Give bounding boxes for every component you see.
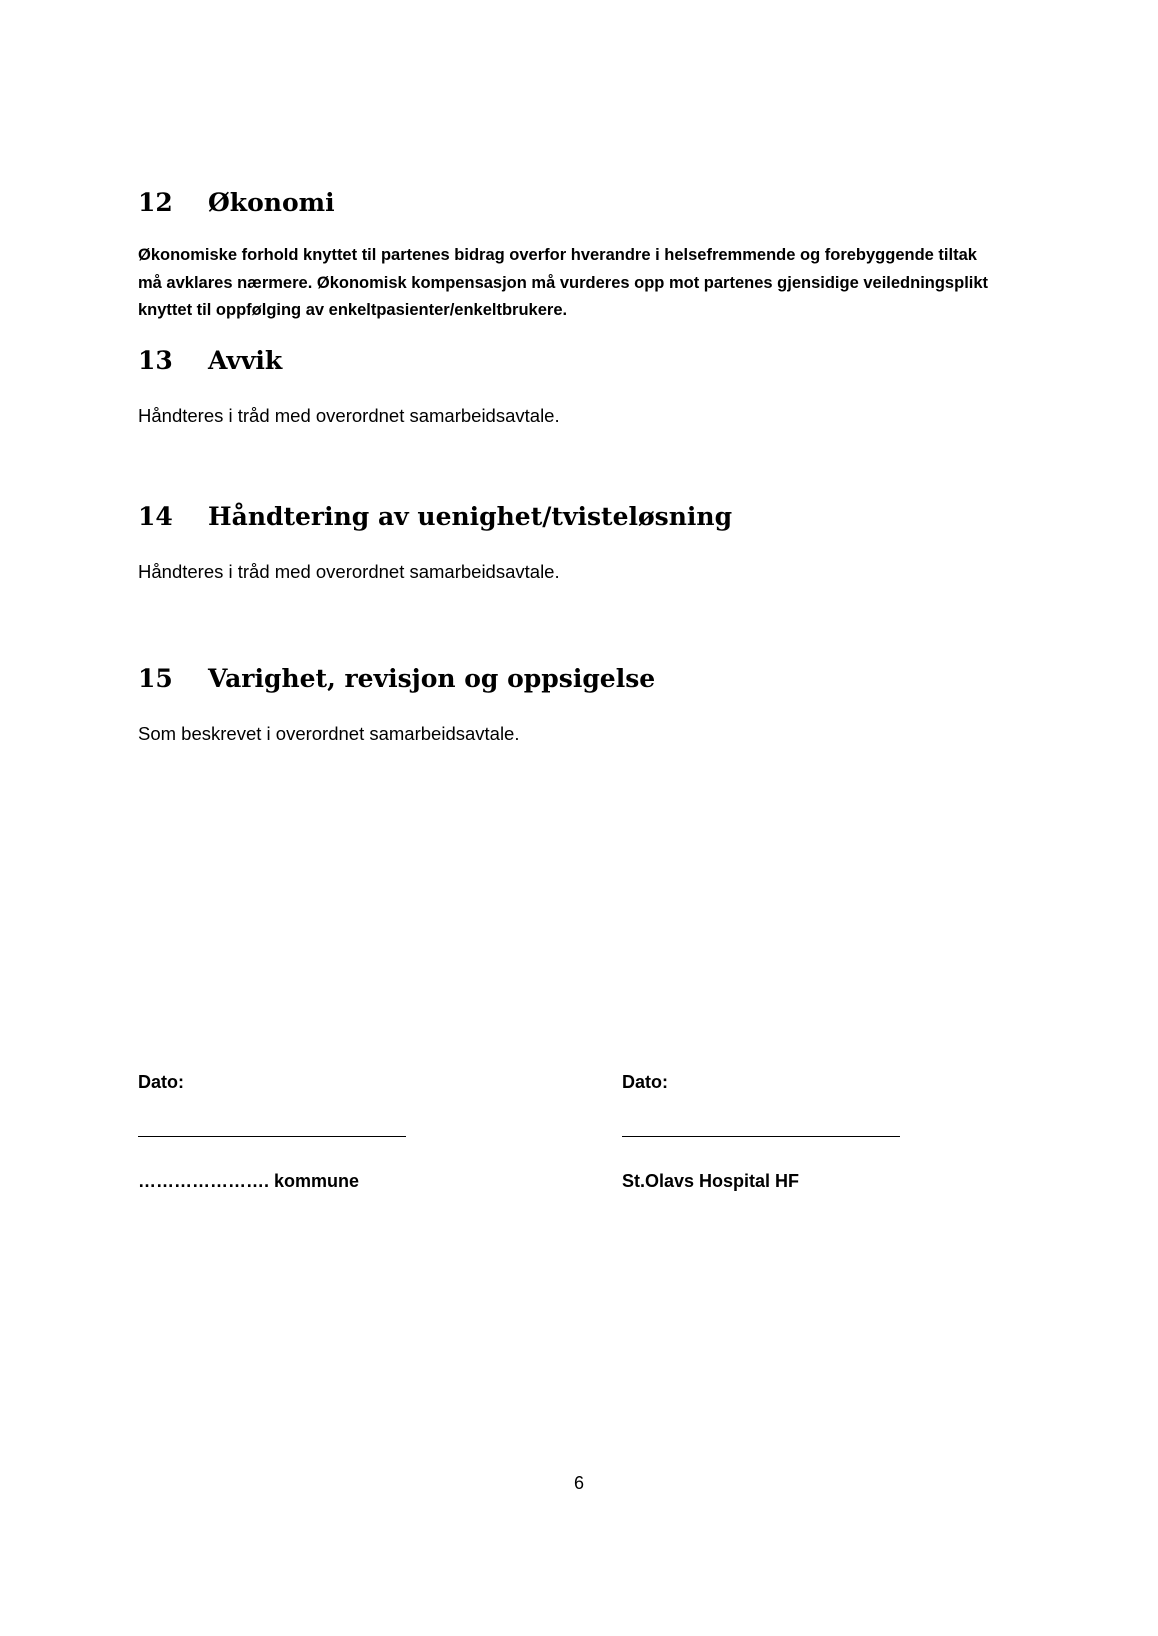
section-number: 12 [138,188,173,217]
section-14-heading [138,502,732,532]
section-title: Avvik [208,346,283,375]
section-12-heading [138,188,335,218]
section-title: Varighet, revisjon og oppsigelse [208,664,656,693]
left-party-name: …………………. kommune [138,1171,360,1191]
section-15-text: Som beskrevet i overordnet samarbeidsavtale. [138,723,520,744]
section-title: Håndtering av uenighet/tvisteløsning [208,502,733,531]
paragraph-line: knyttet til oppfølging av enkeltpasienter/enkeltbrukere. [138,301,568,319]
section-14-text: Håndteres i tråd med overordnet samarbeidsavtale. [138,561,560,582]
right-party-name: St.Olavs Hospital HF [622,1171,800,1191]
section-13-heading [138,346,282,376]
left-signature-line [138,1136,406,1137]
section-number: 13 [138,346,173,375]
section-15-heading [138,664,655,694]
paragraph-line: Økonomiske forhold knyttet til partenes bidrag overfor hverandre i helsefremmende og forebyggende tiltak [138,246,977,264]
right-signature-line [622,1136,900,1137]
section-number: 14 [138,502,173,531]
left-date-label: Dato: [138,1072,184,1092]
section-13-text: Håndteres i tråd med overordnet samarbeidsavtale. [138,405,560,426]
section-12-paragraph [138,242,1038,325]
page-number: 6 [573,1473,584,1493]
paragraph-line: må avklares nærmere. Økonomisk kompensasjon må vurderes opp mot partenes gjensidige veiledningsplikt [138,273,989,292]
section-number: 15 [138,664,173,693]
section-title: Økonomi [208,188,335,217]
right-date-label: Dato: [622,1072,668,1092]
